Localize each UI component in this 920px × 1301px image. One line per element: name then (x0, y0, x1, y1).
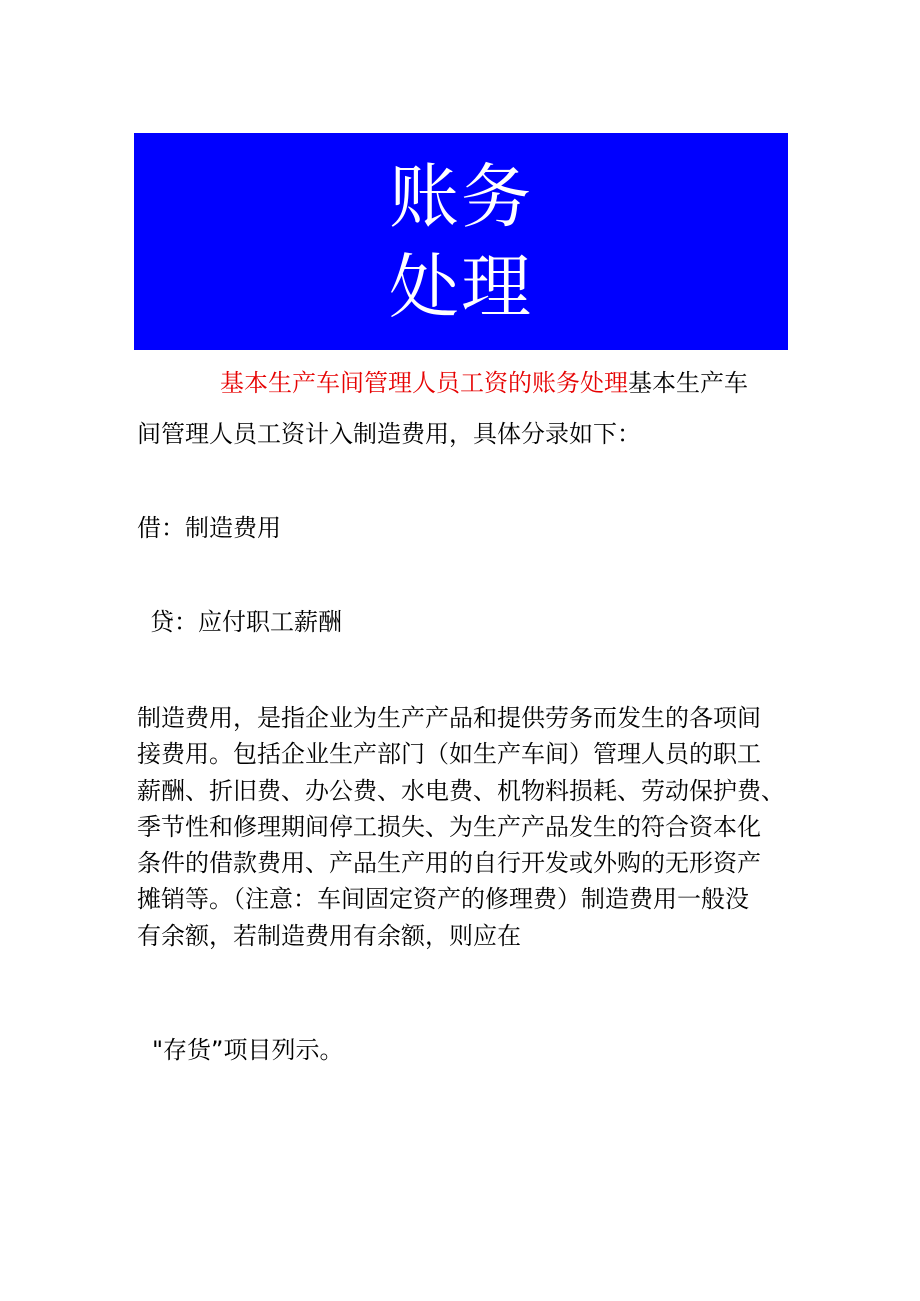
paragraph-line: 接费用。包括企业生产部门（如生产车间）管理人员的职工 (137, 740, 761, 769)
paragraph-line: 有余额，若制造费用有余额，则应在 (137, 921, 521, 950)
banner-title-line-1: 账务 (389, 155, 533, 238)
credit-entry: 贷：应付职工薪酬 (150, 608, 342, 636)
paragraph-line: 摊销等。（注意：车间固定资产的修理费）制造费用一般没 (137, 885, 749, 914)
paragraph-line: 条件的借款费用、产品生产用的自行开发或外购的无形资产 (137, 849, 761, 878)
paragraph-line: 季节性和修理期间停工损失、为生产产品发生的符合资本化 (137, 812, 761, 841)
intro-line-2: 间管理人员工资计入制造费用，具体分录如下： (137, 420, 641, 448)
section-heading: 基本生产车间管理人员工资的账务处理 (220, 369, 628, 397)
title-banner (134, 133, 788, 350)
banner-title-line-2: 处理 (389, 245, 533, 328)
closing-line: "存货”项目列示。 (152, 1036, 344, 1064)
paragraph-line: 薪酬、折旧费、办公费、水电费、机物料损耗、劳动保护费、 (137, 776, 785, 805)
intro-line-1 (220, 365, 748, 401)
paragraph-line: 制造费用，是指企业为生产产品和提供劳务而发生的各项间 (137, 704, 761, 732)
definition-paragraph (137, 700, 817, 954)
intro-text-start: 基本生产车 (628, 369, 748, 397)
debit-entry: 借：制造费用 (137, 514, 281, 542)
